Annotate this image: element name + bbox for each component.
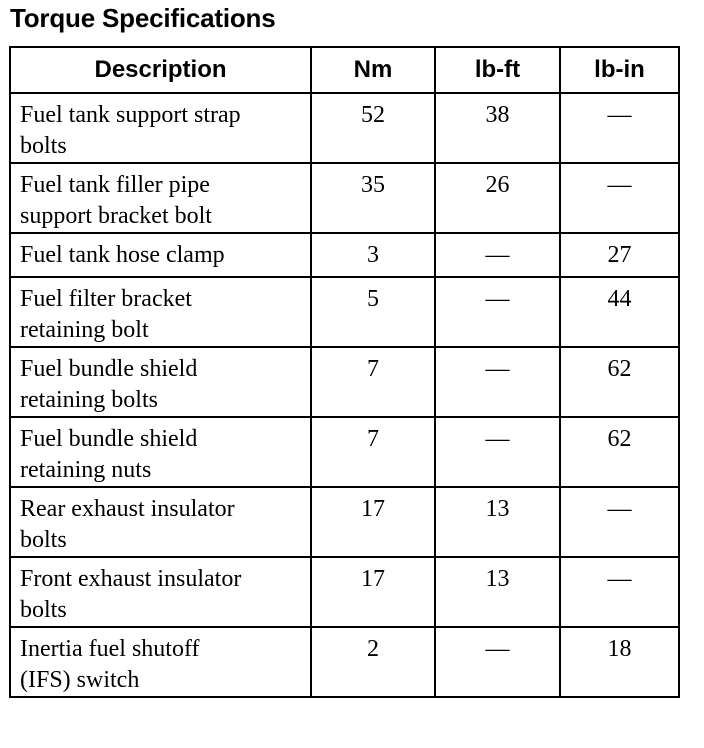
cell-lb-in: 62 xyxy=(560,347,679,417)
cell-nm: 7 xyxy=(311,417,435,487)
table-row xyxy=(10,233,679,277)
description-line: retaining nuts xyxy=(20,457,152,483)
cell-lb-in: — xyxy=(560,557,679,627)
cell-nm: 17 xyxy=(311,487,435,557)
header-lb-ft: lb-ft xyxy=(435,47,560,93)
description-line: Fuel tank hose clamp xyxy=(20,242,225,268)
torque-table xyxy=(9,46,680,698)
cell-description xyxy=(10,163,311,233)
cell-description xyxy=(10,93,311,163)
description-line: Fuel bundle shield xyxy=(20,356,198,382)
cell-lb-ft: — xyxy=(435,347,560,417)
cell-lb-in: — xyxy=(560,487,679,557)
table-row xyxy=(10,487,679,557)
table-row xyxy=(10,627,679,697)
table-row xyxy=(10,557,679,627)
table-row xyxy=(10,93,679,163)
cell-description xyxy=(10,417,311,487)
cell-lb-ft: 38 xyxy=(435,93,560,163)
cell-description xyxy=(10,627,311,697)
description-line: Front exhaust insulator xyxy=(20,566,242,592)
description-line: (IFS) switch xyxy=(20,667,140,693)
cell-nm: 17 xyxy=(311,557,435,627)
table-row xyxy=(10,163,679,233)
cell-lb-ft: — xyxy=(435,233,560,277)
page-title: Torque Specifications xyxy=(10,3,276,33)
cell-lb-in: 18 xyxy=(560,627,679,697)
cell-description xyxy=(10,233,311,277)
description-line: Fuel tank support strap xyxy=(20,102,241,128)
header-lb-in: lb-in xyxy=(560,47,679,93)
description-line: retaining bolt xyxy=(20,317,149,343)
cell-lb-in: 44 xyxy=(560,277,679,347)
cell-description xyxy=(10,277,311,347)
cell-lb-ft: 13 xyxy=(435,487,560,557)
cell-nm: 5 xyxy=(311,277,435,347)
cell-nm: 7 xyxy=(311,347,435,417)
cell-lb-ft: 26 xyxy=(435,163,560,233)
cell-nm: 3 xyxy=(311,233,435,277)
cell-lb-ft: — xyxy=(435,277,560,347)
description-line: support bracket bolt xyxy=(20,203,212,229)
cell-description xyxy=(10,347,311,417)
table-row xyxy=(10,277,679,347)
header-description: Description xyxy=(10,47,311,93)
table-header-row xyxy=(10,47,679,93)
cell-lb-in: — xyxy=(560,93,679,163)
description-line: retaining bolts xyxy=(20,387,158,413)
description-line: Inertia fuel shutoff xyxy=(20,636,200,662)
cell-lb-in: 62 xyxy=(560,417,679,487)
cell-lb-ft: — xyxy=(435,627,560,697)
table-row xyxy=(10,417,679,487)
cell-nm: 2 xyxy=(311,627,435,697)
cell-nm: 52 xyxy=(311,93,435,163)
description-line: Fuel bundle shield xyxy=(20,426,198,452)
cell-lb-in: — xyxy=(560,163,679,233)
description-line: bolts xyxy=(20,527,67,553)
cell-lb-in: 27 xyxy=(560,233,679,277)
description-line: bolts xyxy=(20,133,67,159)
cell-description xyxy=(10,487,311,557)
description-line: Fuel filter bracket xyxy=(20,286,192,312)
table-row xyxy=(10,347,679,417)
description-line: Fuel tank filler pipe xyxy=(20,172,210,198)
header-nm: Nm xyxy=(311,47,435,93)
description-line: Rear exhaust insulator xyxy=(20,496,235,522)
description-line: bolts xyxy=(20,597,67,623)
cell-lb-ft: — xyxy=(435,417,560,487)
cell-description xyxy=(10,557,311,627)
cell-nm: 35 xyxy=(311,163,435,233)
cell-lb-ft: 13 xyxy=(435,557,560,627)
